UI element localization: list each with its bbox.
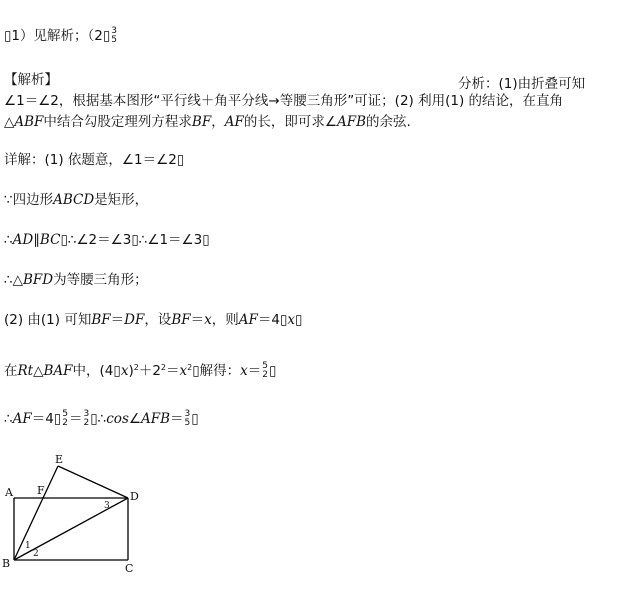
label-angle-3: 3 (104, 501, 110, 511)
analysis-line-2: ∠1＝∠2，根据基本图形“平行线＋角平分线→等腰三角形”可证；(2) 利用(1) 的结论，在直角 (4, 93, 564, 109)
label-angle-2: 2 (33, 549, 39, 559)
segment-bd (14, 498, 128, 560)
label-f: F (37, 484, 45, 497)
segment-ed (58, 466, 128, 498)
answer-prefix: ▯1）见解析；（2▯ (4, 28, 111, 44)
analysis-heading: 【解析】 (4, 72, 58, 88)
answer-fraction: 3 5 (111, 26, 118, 45)
detail-line-5: (2) 由(1) 可知BF＝DF，设BF＝x，则AF＝4▯x▯ (4, 312, 303, 328)
label-angle-1: 1 (25, 541, 31, 551)
analysis-label: 分析： (458, 76, 499, 92)
detail-line-7: ∴AF＝4▯ 5 2 ＝ 3 2 ▯∴cos∠AFB＝ 3 5 ▯ (4, 409, 199, 428)
detail-line-4: ∴△BFD为等腰三角形； (4, 272, 148, 288)
geometry-figure (0, 450, 150, 580)
detail-line-2: ∵四边形ABCD是矩形， (4, 192, 149, 208)
label-c: C (125, 562, 134, 575)
detail-line-3: ∴AD∥BC▯∴∠2＝∠3▯∴∠1＝∠3▯ (4, 232, 210, 248)
detail-line-1: 详解：(1) 依题意，∠1＝∠2▯ (4, 152, 185, 168)
analysis-part1: (1)由折叠可知 (498, 76, 586, 92)
analysis-line-3: △ABF中结合勾股定理列方程求BF，AF的长，即可求∠AFB的余弦. (4, 114, 411, 130)
label-d: D (130, 490, 139, 503)
segment-be (14, 466, 58, 560)
detail-line-6: 在Rt△BAF中，$(4▯x)^2+2^2=x^2▯$解得：x＝ 5 2 ▯ (4, 361, 277, 380)
label-e: E (55, 453, 64, 466)
label-b: B (2, 557, 11, 570)
answer-line (4, 27, 118, 45)
label-a: A (5, 486, 13, 499)
analysis-label-line (458, 72, 585, 92)
